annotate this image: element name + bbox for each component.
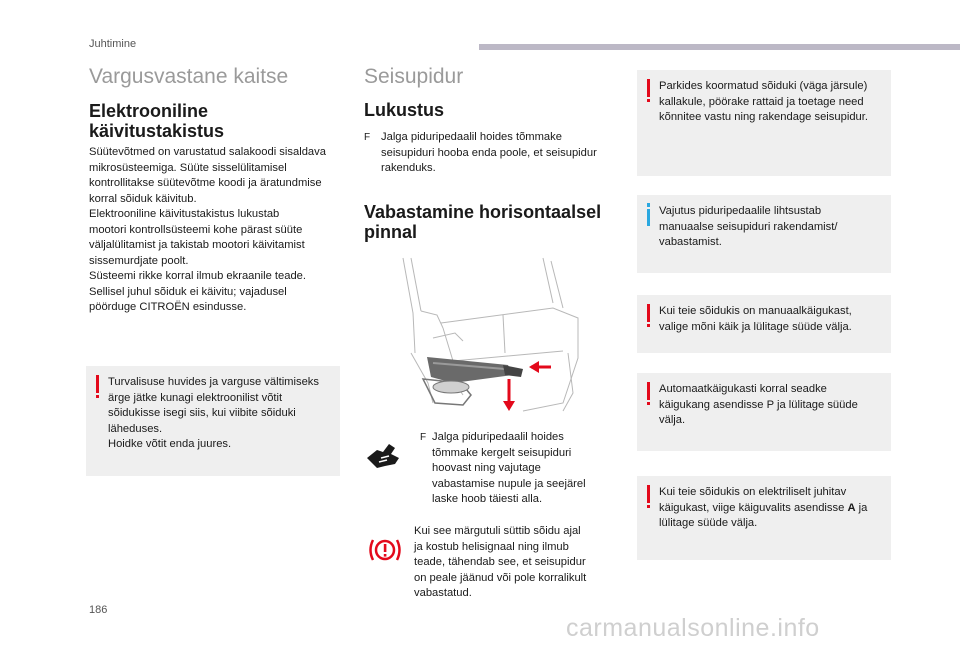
warning-box-manual xyxy=(637,295,891,353)
section-title-anti-theft: Vargusvastane kaitse xyxy=(89,65,289,88)
text-line: väljalülitamist ja takistab mootori käivitamist xyxy=(89,239,305,251)
info-text xyxy=(659,204,837,251)
text-line: seisupiduri hooba enda poole, et seisupidur xyxy=(381,146,597,159)
text-line: valige mõni käik ja lülitage süüde välja. xyxy=(659,320,852,333)
warning-icon xyxy=(647,79,650,97)
warning-text xyxy=(659,79,868,126)
text-line xyxy=(659,501,867,517)
bullet-icon: F xyxy=(420,432,427,443)
brake-warning-lamp-icon xyxy=(367,536,403,564)
text-line: kontrollitakse süütevõtme koodi ja äratundmise xyxy=(89,177,322,189)
text-line: vabastamist. xyxy=(659,236,722,248)
text-line: Vajutus piduripedaalile lihtsustab xyxy=(659,205,822,217)
text-line: Jalga piduripedaalil hoides tõmmake xyxy=(381,131,562,143)
warning-box-slope xyxy=(637,70,891,176)
text-segment: käigukast, viige käiguvalits asendisse xyxy=(659,501,848,514)
warning-icon xyxy=(647,485,650,503)
text-line: kallakule, pöörake rattaid ja toetage need xyxy=(659,95,864,108)
text-line: kõnnitee vastu ning rakendage seisupidur. xyxy=(659,111,868,123)
section-title-parking-brake: Seisupidur xyxy=(364,65,464,88)
text-line: Elektrooniline käivitustakistus lukustab xyxy=(89,208,280,220)
warning-text xyxy=(659,304,852,335)
watermark-text: carmanualsonline.info xyxy=(566,614,820,642)
sub-title-line: Elektrooniline xyxy=(89,101,209,121)
bullet-icon: F xyxy=(364,132,371,143)
parking-brake-illustration xyxy=(393,253,581,415)
warning-box-key xyxy=(86,366,340,476)
info-icon xyxy=(647,203,650,207)
text-line: Kui teie sõidukis on manuaalkäigukast, xyxy=(659,305,852,317)
sub-title-line: Vabastamine horisontaalsel xyxy=(364,202,602,222)
warning-icon-dot xyxy=(647,99,650,102)
text-segment: ja xyxy=(855,501,868,514)
hand-pull-icon xyxy=(365,438,403,470)
warning-box-automatic xyxy=(637,373,891,451)
gear-position-label: A xyxy=(847,501,856,514)
text-line: Automaatkäigukasti korral seadke xyxy=(659,383,827,395)
text-line: vabastamise nupule ja seejärel xyxy=(432,477,586,490)
sub-title-line: käivitustakistus xyxy=(89,121,225,141)
warning-icon xyxy=(647,382,650,400)
header-bar xyxy=(479,44,960,50)
chapter-label: Juhtimine xyxy=(89,38,137,50)
warning-text xyxy=(108,375,319,453)
text-line: laske hoob täiesti alla. xyxy=(432,493,543,505)
sub-title-release xyxy=(364,202,601,242)
text-line: sissemurdjate poolt. xyxy=(89,254,189,267)
warning-icon xyxy=(96,375,99,393)
text-line: mikrosüsteemiga. Süüte sisselülitamisel xyxy=(89,161,287,174)
sub-title-lock: Lukustus xyxy=(364,100,445,120)
text-line: vabastatud. xyxy=(414,587,472,599)
info-box-pedal xyxy=(637,195,891,273)
text-line: hoovast ning vajutage xyxy=(432,462,541,474)
warning-icon-dot xyxy=(96,395,99,398)
text-line: on peale jäänud või pole korralikult xyxy=(414,571,587,584)
text-line: korral sõiduk käivitub. xyxy=(89,192,197,205)
text-line: välja. xyxy=(659,414,686,426)
text-line: Süsteemi rikke korral ilmub ekraanile teade. xyxy=(89,270,307,282)
text-line: Sellisel juhul sõiduk ei käivitu; vajadusel xyxy=(89,285,287,298)
text-line: Süütevõtmed on varustatud salakoodi sisaldava xyxy=(89,146,326,158)
text-line: ja kostub helisignaal ning ilmub xyxy=(414,540,569,553)
text-line: läheduses. xyxy=(108,422,163,435)
text-line: mootori kontrollsüsteemi kohe pärast süüte xyxy=(89,223,303,236)
warning-icon-dot xyxy=(647,402,650,405)
sub-title-immobiliser xyxy=(89,101,224,141)
text-line: Parkides koormatud sõiduki (väga järsule) xyxy=(659,80,868,92)
warning-icon-dot xyxy=(647,505,650,508)
text-line: teade, tähendab see, et seisupidur xyxy=(414,556,586,568)
info-icon-bar xyxy=(647,209,650,226)
text-line: Hoidke võtit enda juures. xyxy=(108,438,232,450)
text-line: Kui see märgutuli süttib sõidu ajal xyxy=(414,525,581,537)
immobiliser-paragraph xyxy=(89,145,349,316)
text-line: pöörduge CITROËN esindusse. xyxy=(89,301,247,313)
text-line: käigukang asendisse P ja lülitage süüde xyxy=(659,398,858,411)
warning-icon-dot xyxy=(647,324,650,327)
text-line: lülitage süüde välja. xyxy=(659,517,758,529)
warning-icon xyxy=(647,304,650,322)
warning-text xyxy=(659,485,867,532)
text-line: tõmmake kergelt seisupiduri xyxy=(432,446,572,459)
text-line: rakenduks. xyxy=(381,162,436,174)
page-number: 186 xyxy=(89,604,108,616)
brake-lamp-text xyxy=(414,524,614,602)
text-line: manuaalse seisupiduri rakendamist/ xyxy=(659,220,838,233)
sub-title-line: pinnal xyxy=(364,222,417,242)
text-line: Kui teie sõidukis on elektriliselt juhitav xyxy=(659,486,847,498)
text-line: ärge jätke kunagi elektroonilist võtit xyxy=(108,391,283,404)
text-line: Jalga piduripedaalil hoides xyxy=(432,431,564,443)
warning-box-electric xyxy=(637,476,891,560)
text-line: Turvalisuse huvides ja varguse vältimiseks xyxy=(108,376,319,388)
warning-text xyxy=(659,382,858,429)
text-line: sõidukisse isegi siis, kui viibite sõiduki xyxy=(108,407,296,419)
